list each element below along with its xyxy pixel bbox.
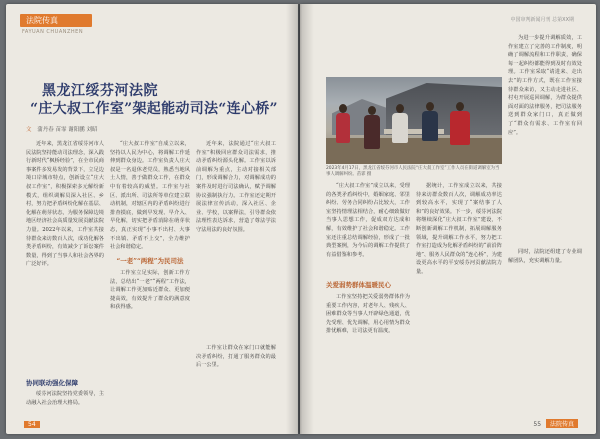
left-col1-tail: 绥芬河法院坚持党委领导，主动融入社会治理大格局。 [26, 391, 104, 406]
left-col2-tail: 工作室立足实际，创新工作方法，总结出“一老”“两程”工作法，让调解工作更加贴近群众、更加便捷高效，有效提升了群众的满意度和获得感。 [110, 270, 190, 311]
person-head [426, 102, 434, 111]
byline-tag: 文 [26, 127, 32, 133]
left-col3-tail: 工作室让群众在家门口就能解决矛盾纠纷，打通了服务群众的最后一公里。 [196, 345, 276, 369]
article-title-line1: 黑龙江绥芬河法院 [42, 83, 158, 99]
left-page [6, 4, 298, 434]
right-page [300, 4, 596, 434]
left-col2-subhead: “一老”“两程”为民司法 [116, 257, 184, 265]
right-col1-tail: 同时，法院还组建了专业调解团队，充实调解力量。 [508, 249, 582, 264]
right-col2-tail: 工作室坚持把关爱弱势群体作为重要工作内容，对老年人、残疾人、困难群众等当事人开辟绿色通道，优先受理、优先调解，用心用情为群众排忧解难，让司法更有温度。 [326, 294, 410, 335]
ground [326, 138, 502, 164]
left-page-number [24, 421, 43, 428]
person-head [456, 102, 464, 111]
person-figure [336, 113, 350, 143]
right-col2-subhead: 关爱弱势群体温暖民心 [326, 281, 391, 289]
right-page-label: 法院传真 [546, 419, 578, 428]
left-col1-text: 近年来，黑龙江省绥芬河市人民法院坚持能动司法理念，深入践行新时代“枫桥经验”，在全市民商事案件多发易发的背景下，立足边境口岸城市特点，创新设立“庄大叔工作室”，积极探索多元解纷新模式，组织调解员深入社区、乡村，努力把矛盾纠纷化解在基层、化解在萌芽状态，为服务保障边境地区经济社会高质量发展贡献法院力量。2022年以来，工作室共接待群众来访数百人次，成功化解各类矛盾纠纷，有效减少了诉讼案件数量，得到了当事人和社会各界的广泛好评。 [26, 141, 104, 268]
right-col2-text: “庄大叔工作室”成立以来，受理的各类矛盾纠纷中，婚姻家庭、邻里纠纷、劳务合同纠纷占比较大，工作室坚持情理法相结合，耐心细致做好当事人思想工作，促成双方达成和解，有效维护了社会和谐稳定。工作室还注重总结调解经验，形成了一批典型案例，为今后的调解工作提供了有益借鉴和参考。 [326, 183, 410, 258]
person-figure [422, 111, 438, 141]
byline [26, 125, 98, 133]
photo-caption: 2023年4月17日，黑龙江省绥芬河市人民法院“庄大叔工作室”工作人员在街道调解室为当事人调解纠纷。苗霏 摄 [326, 166, 500, 177]
article-title-line2: “庄大叔工作室”架起能动司法“连心桥” [30, 101, 278, 117]
right-page-number [533, 419, 578, 428]
person-figure [392, 113, 408, 143]
article-photo [326, 77, 502, 164]
running-header: 中国审判新闻月刊 总第XX期 [510, 17, 574, 23]
column-sub-label: FAYUAN CHUANZHEN [22, 29, 84, 35]
left-col1-subhead: 协同联动强化保障 [26, 379, 78, 387]
right-col1-text: 为进一步提升调解质效，工作室建立了完善的工作制度，明确了调解流程和工作职责，确保每一起纠纷都能得到及时有效处理。工作室采取“请进来、走出去”的工作方式，既在工作室接待群众来访，又主动走进社区、村屯开展巡回调解，为群众提供面对面的法律服务，把司法服务送到群众家门口，真正做到了“群众有需求、工作室有回应”。 [508, 35, 582, 136]
column-label: 法院传真 [20, 14, 92, 27]
person-head [368, 106, 376, 115]
person-head [339, 104, 347, 113]
person-figure [364, 115, 380, 149]
magazine-spread [6, 4, 596, 434]
right-col3-text: 据统计，工作室成立以来，共接待来访群众数百人次，调解成功率达到较高水平，实现了“案结事了人和”的良好效果。下一步，绥芬河法院将继续深化“庄大叔工作室”建设，不断创新调解工作机制，拓展调解服务领域，提升调解工作水平，努力把工作室打造成为化解矛盾纠纷的“前沿阵地”、服务人民群众的“连心桥”，为建设更高水平的平安绥芬河贡献法院力量。 [416, 183, 502, 275]
left-col2-text: “庄大叔工作室”自成立以来，坚持以人民为中心，将调解工作延伸到群众身边。工作室负责人庄大叔是一名退休老党员，熟悉当地风土人情，善于做群众工作，在群众中有着较高的威望。工作室与社区、派出所、司法所等单位建立联动机制，对辖区内的矛盾纠纷进行排查摸底，做到早发现、早介入、早化解，切实把矛盾消除在萌芽状态，真正实现“小事不出村、大事不出镇、矛盾不上交”，全力维护社会和谐稳定。 [110, 141, 190, 251]
left-col3-text: 近年来，法院通过“庄大叔工作室”积极回应群众司法需求，推动矛盾纠纷源头化解。工作室以诉前调解为重点，主动对接相关部门，形成调解合力，对调解成功的案件及时进行司法确认，赋予调解协议强制执行力。工作室还定期开展法律宣传活动，深入社区、企业、学校，以案释法，引导群众依法理性表达诉求，营造了尊法学法守法用法的良好氛围。 [196, 141, 276, 233]
person-head [396, 104, 404, 113]
right-page-number-value: 55 [533, 421, 542, 428]
byline-authors: 蒲丹春 苗霏 谢阳鹏 刘昭 [37, 127, 98, 133]
left-page-number-value: 54 [24, 421, 40, 428]
person-figure [450, 111, 470, 145]
